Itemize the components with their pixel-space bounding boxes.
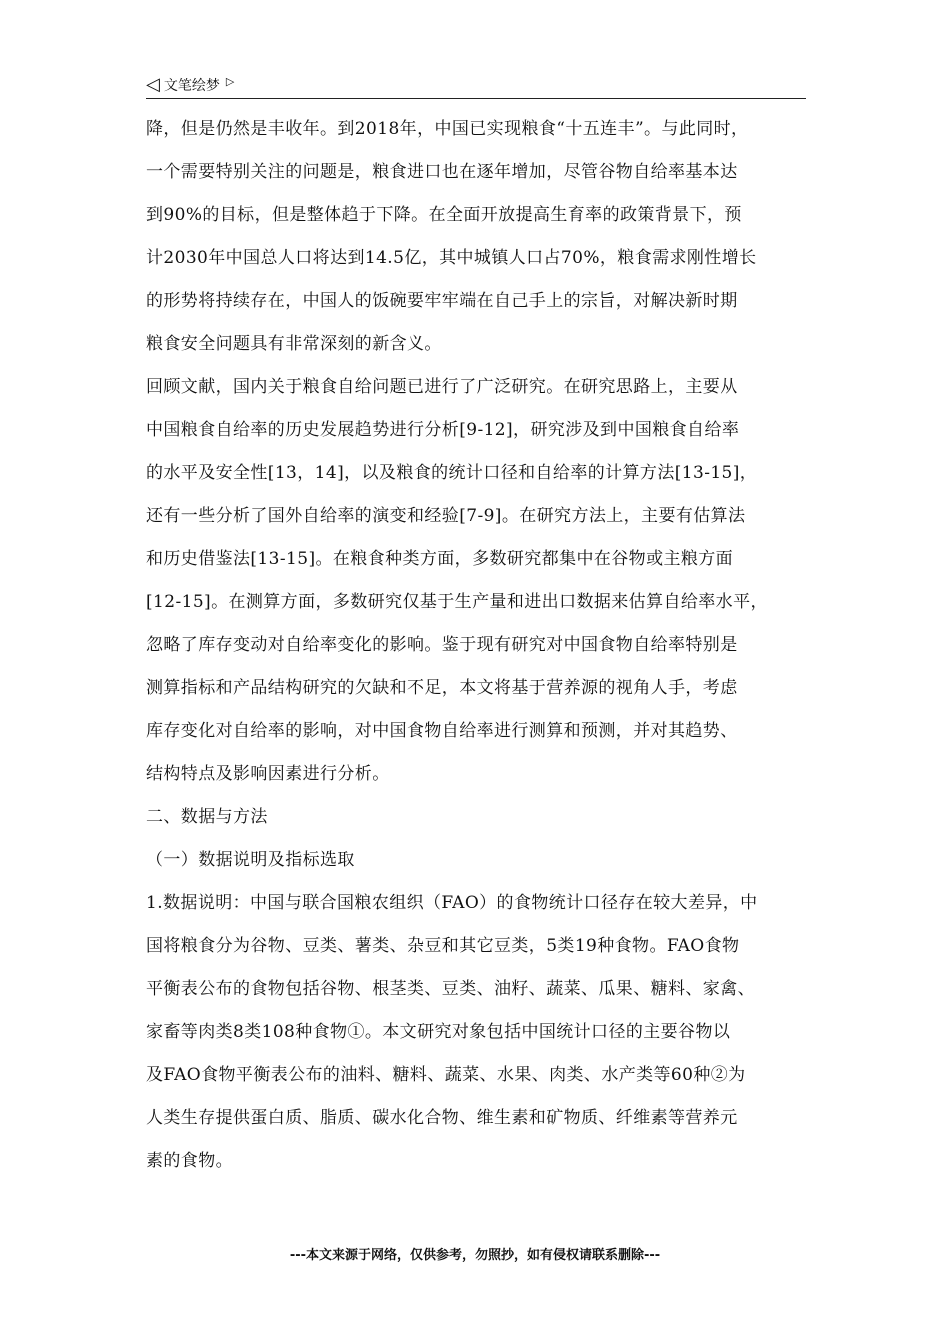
text-line: 结构特点及影响因素进行分析。 — [146, 764, 390, 784]
section-heading: 二、数据与方法 — [146, 807, 268, 827]
text-line: 库存变化对自给率的影响，对中国食物自给率进行测算和预测，并对其趋势、 — [146, 721, 738, 741]
text-line: 人类生存提供蛋白质、脂质、碳水化合物、维生素和矿物质、纤维素等营养元 — [146, 1108, 738, 1128]
text-line: 1.数据说明：中国与联合国粮农组织（FAO）的食物统计口径存在较大差异，中 — [146, 893, 758, 913]
text-line: 计2030年中国总人口将达到14.5亿，其中城镇人口占70%，粮食需求刚性增长 — [146, 248, 757, 268]
text-line: [12-15]。在测算方面，多数研究仅基于生产量和进出口数据来估算自给率水平， — [146, 592, 768, 612]
text-line: 到90%的目标，但是整体趋于下降。在全面开放提高生育率的政策背景下，预 — [146, 205, 742, 225]
triangle-left-icon: ◁ — [146, 74, 160, 95]
text-line: 还有一些分析了国外自给率的演变和经验[7-9]。在研究方法上，主要有估算法 — [146, 506, 746, 526]
text-line: 和历史借鉴法[13-15]。在粮食种类方面，多数研究都集中在谷物或主粮方面 — [146, 549, 734, 569]
page-footer: ---本文来源于网络，仅供参考，勿照抄，如有侵权请联系删除--- — [289, 1248, 661, 1263]
triangle-right-icon: ▷ — [225, 74, 235, 88]
text-line: 中国粮食自给率的历史发展趋势进行分析[9-12]，研究涉及到中国粮食自给率 — [146, 420, 740, 440]
page-header — [146, 72, 806, 99]
text-line: 的形势将持续存在，中国人的饭碗要牢牢端在自己手上的宗旨，对解决新时期 — [146, 291, 738, 311]
header-title: 文笔绘梦 — [163, 78, 220, 94]
text-line: 的水平及安全性[13，14]，以及粮食的统计口径和自给率的计算方法[13-15]， — [146, 463, 758, 483]
text-line: 国将粮食分为谷物、豆类、薯类、杂豆和其它豆类，5类19种食物。FAO食物 — [146, 936, 740, 956]
text-line: 一个需要特别关注的问题是，粮食进口也在逐年增加，尽管谷物自给率基本达 — [146, 162, 738, 182]
text-line: 粮食安全问题具有非常深刻的新含义。 — [146, 334, 442, 354]
text-line: 平衡表公布的食物包括谷物、根茎类、豆类、油籽、蔬菜、瓜果、糖料、家禽、 — [146, 979, 755, 999]
document-body — [146, 108, 816, 1183]
text-line: 降，但是仍然是丰收年。到2018年，中国已实现粮食“十五连丰”。与此同时， — [146, 119, 749, 139]
text-line: 及FAO食物平衡表公布的油料、糖料、蔬菜、水果、肉类、水产类等60种②为 — [146, 1065, 746, 1085]
subsection-heading: （一）数据说明及指标选取 — [146, 850, 355, 870]
text-line: 回顾文献，国内关于粮食自给问题已进行了广泛研究。在研究思路上，主要从 — [146, 377, 738, 397]
text-line: 测算指标和产品结构研究的欠缺和不足，本文将基于营养源的视角人手，考虑 — [146, 678, 738, 698]
text-line: 家畜等肉类8类108种食物①。本文研究对象包括中国统计口径的主要谷物以 — [146, 1022, 731, 1042]
text-line: 忽略了库存变动对自给率变化的影响。鉴于现有研究对中国食物自给率特别是 — [146, 635, 738, 655]
text-line: 素的食物。 — [146, 1151, 233, 1171]
